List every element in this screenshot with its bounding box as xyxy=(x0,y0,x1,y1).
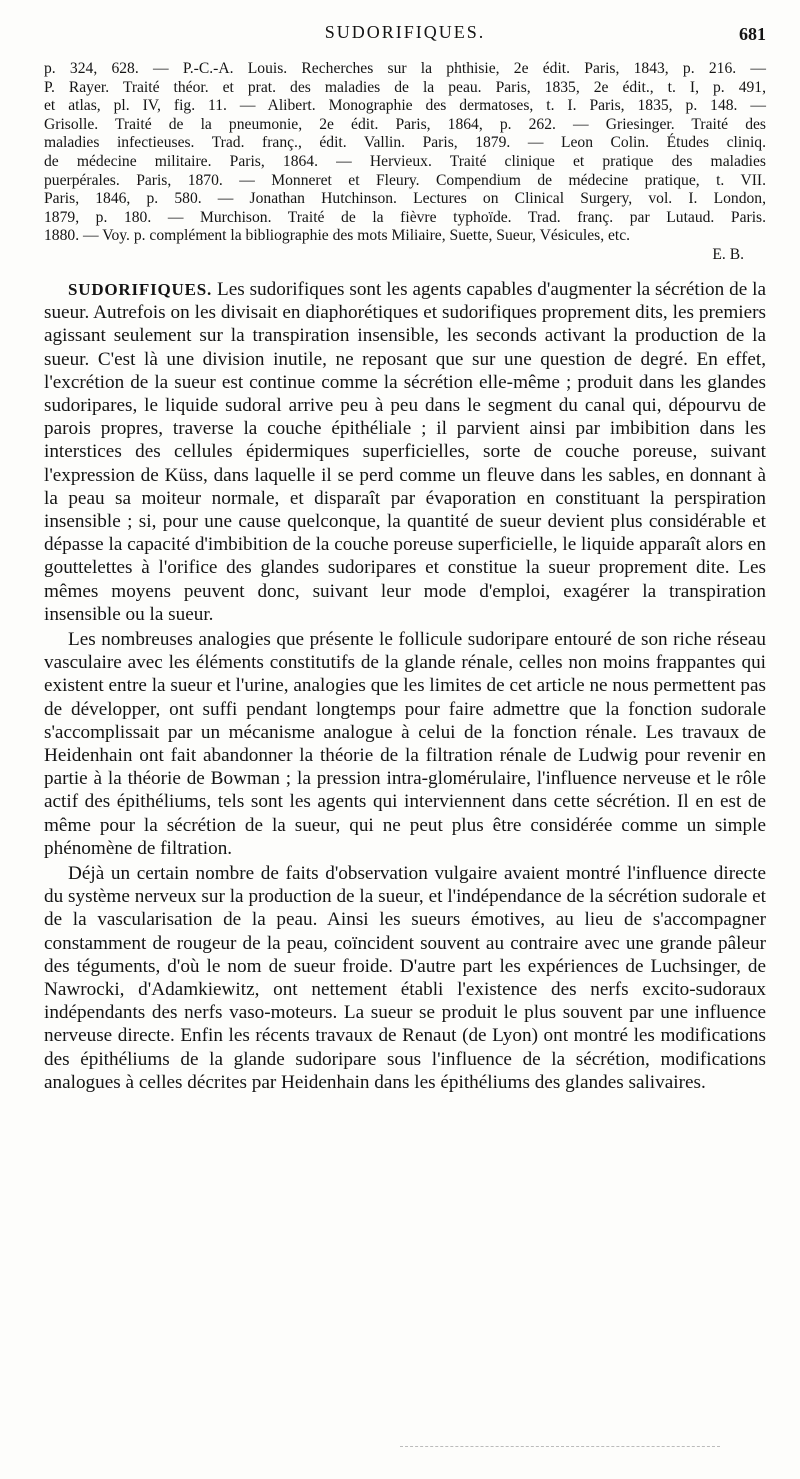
bibliography-line: puerpérales. Paris, 1870. — Monneret et Fleury. Compendium de médecine pratique, t. VII. xyxy=(44,171,766,189)
article-headword: SUDORIFIQUES. xyxy=(68,279,213,299)
page-number: 681 xyxy=(739,24,766,44)
article-paragraph: Déjà un certain nombre de faits d'observation vulgaire avaient montré l'influence directe du système nerveux sur la production de la sueur, et l'indépendance de la sécrétion sudorale et de la vascularisation de la peau. Ainsi les sueurs émotives, au lieu de s'accompagner constamment de rougeur de la peau, coïncident souvent au contraire avec une grande pâleur des téguments, d'où le nom de sueur froide. D'autre part les expériences de Luchsinger, de Nawrocki, d'Adamkiewitz, ont nettement établi l'existence des nerfs excito-sudoraux indépendants des nerfs vaso-moteurs. La sueur se produit le plus souvent par une influence nerveuse directe. Enfin les récents travaux de Renaut (de Lyon) ont montré les modifications des épithéliums de la glande sudoripare sous l'influence de la sécrétion, modifications analogues à celles décrites par Heidenhain dans les épithéliums des glandes salivaires. xyxy=(44,863,766,1093)
page xyxy=(44,22,766,1094)
article-paragraph xyxy=(44,278,766,626)
article-body xyxy=(44,278,766,1094)
bibliography-line: et atlas, pl. IV, fig. 11. — Alibert. Monographie des dermatoses, t. I. Paris, 1835, p. 148. — xyxy=(44,97,766,115)
page-header xyxy=(44,22,766,52)
bibliography-line: 1879, p. 180. — Murchison. Traité de la fièvre typhoïde. Trad. franç. par Lutaud. Paris. xyxy=(44,208,766,226)
bibliography-line: p. 324, 628. — P.-C.-A. Louis. Recherches sur la phthisie, 2e édit. Paris, 1843, p. 216. — xyxy=(44,60,766,77)
bibliography-line: P. Rayer. Traité théor. et prat. des maladies de la peau. Paris, 1835, 2e édit., t. I, p. 491, xyxy=(44,78,766,96)
bibliography-line: 1880. — Voy. p. complément la bibliographie des mots Miliaire, Suette, Sueur, Vésicules, etc. xyxy=(44,227,631,245)
bibliography xyxy=(44,60,766,246)
author-signature: E. B. xyxy=(712,245,744,263)
bibliography-line: maladies infectieuses. Trad. franç., édit. Vallin. Paris, 1879. — Leon Colin. Études cliniq. xyxy=(44,134,766,152)
running-title: SUDORIFIQUES. xyxy=(324,22,486,42)
paragraph-text: Les sudorifiques sont les agents capables d'augmenter la sécrétion de la sueur. Autrefois on les divisait en diaphorétiques et sudorifiques proprement dits, les premiers agissant seulement sur la transpiration insensible, les seconds activant la production de la sueur. C'est là une division inutile, ne reposant que sur une question de degré. En effet, l'excrétion de la sueur est continue comme la sécrétion elle-même ; produit dans les glandes sudoripares, le liquide sudoral arrive peu à peu dans le segment du canal qui, dépourvu de parois propres, traverse la couche épithéliale ; il parvient ainsi par imbibition dans les interstices des cellules épidermiques superficielles, sorte de couche poreuse, suivant l'expression de Küss, dans laquelle il se perd comme un fleuve dans les sables, en donnant à la peau sa moiteur normale, et disparaît par évaporation en constituant la perspiration insensible ; si, pour une cause quelconque, la quantité de sueur devient plus considérable et dépasse la capacité d'imbibition de la couche poreuse superficielle, le liquide apparaît alors en gouttelettes à l'orifice des glandes sudoripares et constitue la sueur proprement dite. Les mêmes moyens peuvent donc, suivant leur mode d'emploi, exagérer la transpiration insensible ou la sueur. xyxy=(44,278,766,625)
bibliography-line: Paris, 1846, p. 580. — Jonathan Hutchinson. Lectures on Clinical Surgery, vol. I. London, xyxy=(44,190,766,208)
footer-rule xyxy=(400,1446,720,1447)
bibliography-line: Grisolle. Traité de la pneumonie, 2e édit. Paris, 1864, p. 262. — Griesinger. Traité des xyxy=(44,115,766,133)
bibliography-line: de médecine militaire. Paris, 1864. — Hervieux. Traité clinique et pratique des maladies xyxy=(44,152,766,170)
article-paragraph: Les nombreuses analogies que présente le follicule sudoripare entouré de son riche réseau vasculaire avec les éléments constitutifs de la glande rénale, celles non moins frappantes qui existent entre la sueur et l'urine, analogies que les limites de cet article ne nous permettent pas de développer, ont suffi pendant longtemps pour faire admettre que la fonction sudorale s'accomplissait par un mécanisme analogue à celui de la fonction rénale. Les travaux de Heidenhain ont fait abandonner la théorie de la filtration rénale de Ludwig pour revenir en partie à la théorie de Bowman ; la pression intra-glomérulaire, l'influence nerveuse et le rôle actif des épithéliums, tels sont les agents qui interviennent dans cette sécrétion. Il en est de même pour la sécrétion de la sueur, qui ne peut plus être considérée comme un simple phénomène de filtration. xyxy=(44,628,766,859)
